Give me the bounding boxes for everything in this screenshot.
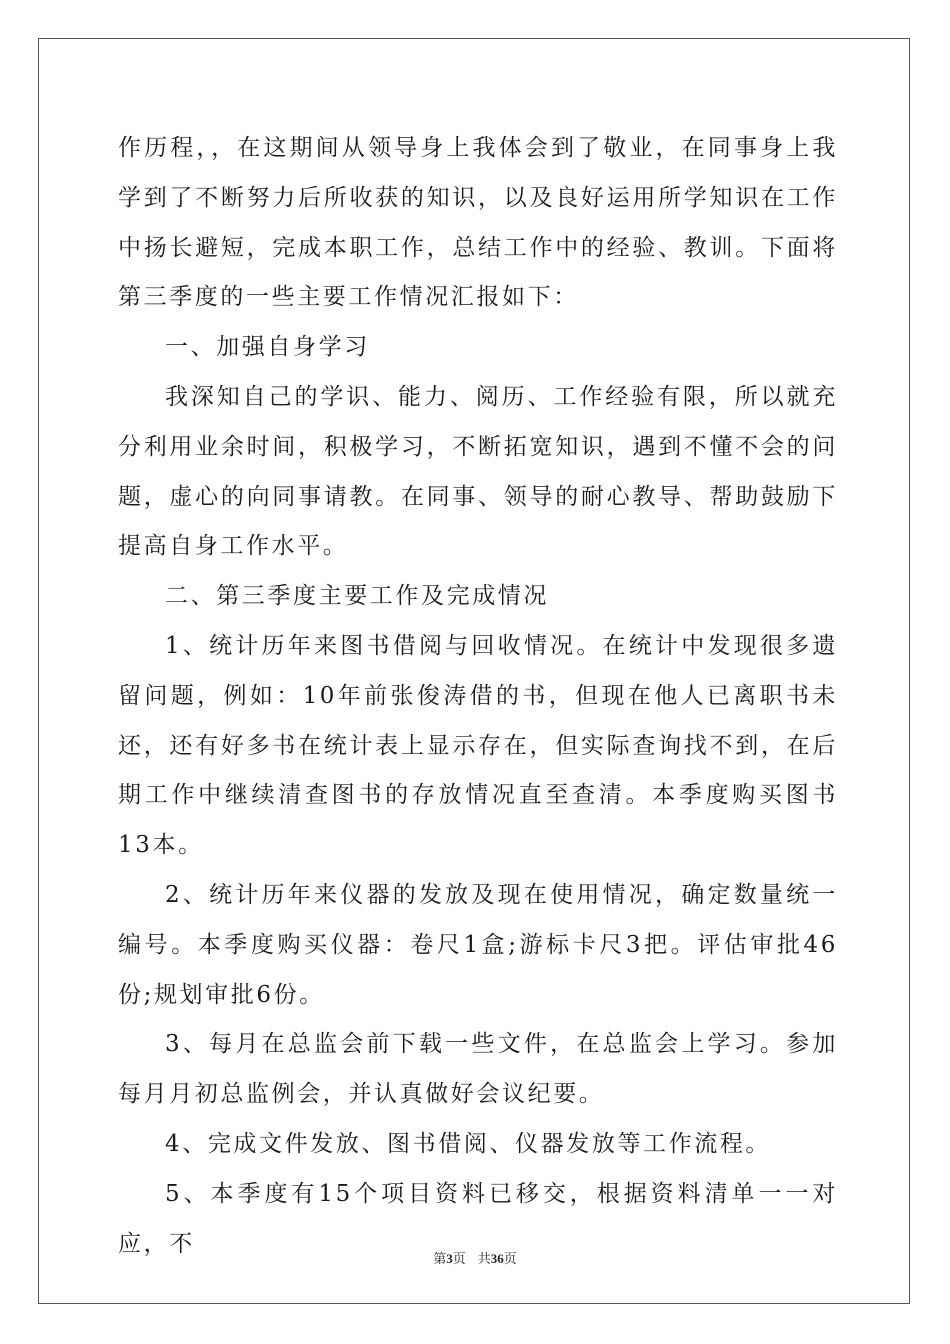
paragraph-2: 我深知自己的学识、能力、阅历、工作经验有限，所以就充分利用业余时间，积极学习，不断拓宽知识，遇到不懂不会的问题，虚心的向同事请教。在同事、领导的耐心教导、帮助鼓励下提高自身工作水平。 [118, 383, 838, 560]
page-suffix: 页 [452, 1252, 466, 1267]
list-item-4: 4、完成文件发放、图书借阅、仪器发放等工作流程。 [165, 1130, 772, 1157]
heading-section-2: 二、第三季度主要工作及完成情况 [165, 583, 549, 610]
page-footer [0, 1248, 950, 1267]
page-number: 3 [446, 1251, 453, 1266]
total-prefix: 共 [477, 1252, 491, 1267]
list-item-5: 5、本季度有15个项目资料已移交，根据资料清单一一对应，不 [118, 1180, 838, 1257]
total-suffix: 页 [503, 1252, 517, 1267]
page-prefix: 第 [433, 1252, 447, 1267]
list-item-3: 3、每月在总监会前下载一些文件，在总监会上学习。参加每月月初总监例会，并认真做好会议纪要。 [118, 1031, 838, 1108]
list-item-1: 1、统计历年来图书借阅与回收情况。在统计中发现很多遗留问题，例如：10年前张俊涛借的书，但现在他人已离职书未还，还有好多书在统计表上显示存在，但实际查询找不到，在后期工作中继续清查图书的存放情况直至查清。本季度购买图书13本。 [118, 632, 838, 859]
heading-section-1: 一、加强自身学习 [165, 334, 370, 361]
paragraph-1: 作历程，，在这期间从领导身上我体会到了敬业，在同事身上我学到了不断努力后所收获的知识，以及良好运用所学知识在工作中扬长避短，完成本职工作，总结工作中的经验、教训。下面将第三季度的一些主要工作情况汇报如下： [118, 135, 838, 311]
list-item-2: 2、统计历年来仪器的发放及现在使用情况，确定数量统一编号。本季度购买仪器：卷尺1盒;游标卡尺3把。评估审批46份;规划审批6份。 [118, 881, 838, 1008]
total-pages: 36 [490, 1251, 504, 1266]
document-body [118, 124, 838, 1269]
